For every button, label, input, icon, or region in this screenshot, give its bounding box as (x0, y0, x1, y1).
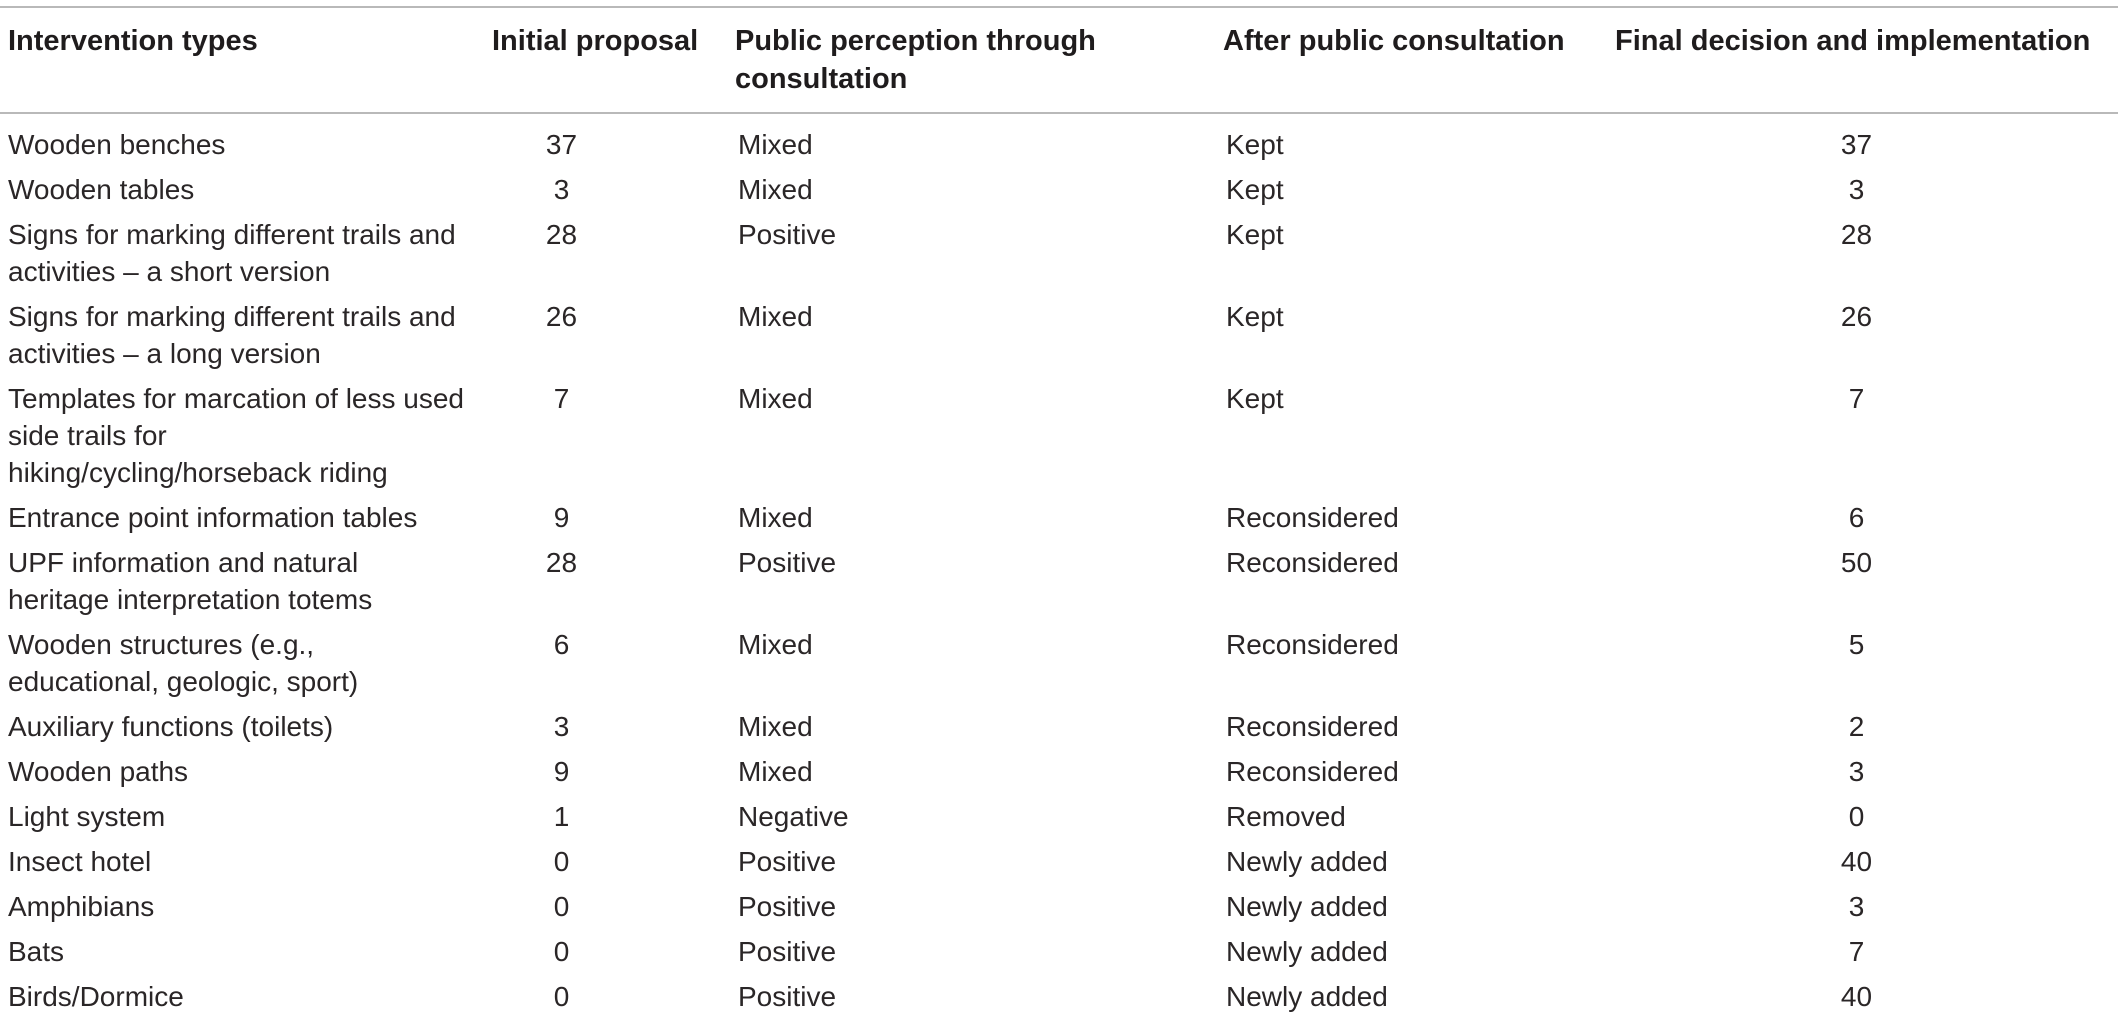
cell-after-consultation: Reconsidered (1226, 547, 1399, 578)
header-final-decision: Final decision and implementation (1615, 25, 2091, 57)
cell-public-perception: Mixed (738, 383, 813, 414)
cell-final-decision: 7 (1848, 936, 1865, 967)
cell-public-perception: Positive (738, 936, 837, 967)
cell-intervention-type: Light system (8, 801, 166, 832)
table-row (0, 753, 2118, 798)
cell-initial-proposal: 0 (553, 936, 570, 967)
cell-after-consultation: Kept (1226, 174, 1284, 205)
cell-final-decision: 37 (1840, 129, 1873, 160)
header-after-consultation: After public consultation (1223, 25, 1565, 57)
cell-after-consultation: Reconsidered (1226, 502, 1399, 533)
cell-initial-proposal: 0 (553, 846, 570, 877)
cell-final-decision: 5 (1848, 629, 1865, 660)
cell-after-consultation: Kept (1226, 129, 1284, 160)
cell-public-perception: Positive (738, 981, 837, 1012)
cell-initial-proposal: 9 (553, 756, 570, 787)
table-row (0, 499, 2118, 544)
cell-after-consultation: Reconsidered (1226, 756, 1399, 787)
header-row (0, 7, 2118, 113)
cell-final-decision: 3 (1848, 756, 1865, 787)
cell-intervention-type: Insect hotel (8, 846, 152, 877)
cell-final-decision: 3 (1848, 174, 1865, 205)
table-header (0, 7, 2118, 113)
table-body (0, 113, 2118, 1023)
table-row (0, 113, 2118, 171)
cell-public-perception: Mixed (738, 129, 813, 160)
cell-final-decision: 7 (1848, 383, 1865, 414)
cell-after-consultation: Newly added (1226, 846, 1388, 877)
cell-public-perception: Positive (738, 219, 837, 250)
cell-intervention-type: Amphibians (8, 891, 155, 922)
cell-public-perception: Mixed (738, 502, 813, 533)
header-initial-proposal: Initial proposal (492, 25, 699, 57)
table-row (0, 216, 2118, 298)
cell-final-decision: 0 (1848, 801, 1865, 832)
table-row (0, 798, 2118, 843)
table-row (0, 171, 2118, 216)
cell-initial-proposal: 3 (553, 711, 570, 742)
table-row (0, 843, 2118, 888)
cell-initial-proposal: 0 (553, 981, 570, 1012)
table-row (0, 544, 2118, 626)
cell-final-decision: 6 (1848, 502, 1865, 533)
cell-initial-proposal: 28 (545, 219, 578, 250)
cell-intervention-type: Entrance point information tables (8, 502, 418, 533)
table-row (0, 708, 2118, 753)
cell-public-perception: Negative (738, 801, 849, 832)
cell-initial-proposal: 37 (545, 129, 578, 160)
cell-intervention-type: Signs for marking different trails and activities – a long version (8, 301, 456, 369)
cell-intervention-type: Templates for marcation of less used side trails for hiking/cycling/horseback riding (8, 383, 464, 488)
cell-public-perception: Mixed (738, 301, 813, 332)
cell-after-consultation: Kept (1226, 219, 1284, 250)
cell-initial-proposal: 0 (553, 891, 570, 922)
cell-after-consultation: Newly added (1226, 981, 1388, 1012)
header-public-perception: Public perception through consultation (735, 25, 1096, 95)
cell-after-consultation: Reconsidered (1226, 711, 1399, 742)
intervention-table (0, 6, 2118, 1023)
cell-final-decision: 50 (1840, 547, 1873, 578)
table-row (0, 888, 2118, 933)
cell-final-decision: 40 (1840, 846, 1873, 877)
cell-public-perception: Mixed (738, 174, 813, 205)
cell-after-consultation: Removed (1226, 801, 1346, 832)
cell-after-consultation: Reconsidered (1226, 629, 1399, 660)
cell-intervention-type: UPF information and natural heritage interpretation totems (8, 547, 373, 615)
cell-final-decision: 3 (1848, 891, 1865, 922)
cell-initial-proposal: 9 (553, 502, 570, 533)
cell-after-consultation: Kept (1226, 301, 1284, 332)
table-row (0, 626, 2118, 708)
cell-initial-proposal: 1 (553, 801, 570, 832)
cell-initial-proposal: 7 (553, 383, 570, 414)
cell-public-perception: Mixed (738, 629, 813, 660)
table-row (0, 380, 2118, 499)
cell-intervention-type: Signs for marking different trails and activities – a short version (8, 219, 456, 287)
cell-intervention-type: Wooden structures (e.g., educational, geologic, sport) (8, 629, 359, 697)
header-intervention-types: Intervention types (8, 25, 258, 57)
cell-final-decision: 2 (1848, 711, 1865, 742)
table-row (0, 298, 2118, 380)
cell-public-perception: Mixed (738, 711, 813, 742)
cell-intervention-type: Bats (8, 936, 65, 967)
cell-intervention-type: Birds/Dormice (8, 981, 184, 1012)
cell-intervention-type: Wooden paths (8, 756, 189, 787)
cell-initial-proposal: 6 (553, 629, 570, 660)
cell-intervention-type: Wooden tables (8, 174, 195, 205)
cell-public-perception: Positive (738, 846, 837, 877)
cell-intervention-type: Wooden benches (8, 129, 226, 160)
cell-initial-proposal: 3 (553, 174, 570, 205)
cell-public-perception: Mixed (738, 756, 813, 787)
cell-after-consultation: Newly added (1226, 936, 1388, 967)
cell-final-decision: 40 (1840, 981, 1873, 1012)
cell-final-decision: 26 (1840, 301, 1873, 332)
cell-public-perception: Positive (738, 891, 837, 922)
cell-initial-proposal: 28 (545, 547, 578, 578)
cell-after-consultation: Newly added (1226, 891, 1388, 922)
cell-initial-proposal: 26 (545, 301, 578, 332)
table-row (0, 978, 2118, 1023)
intervention-table-container (0, 6, 2118, 1023)
cell-final-decision: 28 (1840, 219, 1873, 250)
cell-public-perception: Positive (738, 547, 837, 578)
table-row (0, 933, 2118, 978)
cell-after-consultation: Kept (1226, 383, 1284, 414)
cell-intervention-type: Auxiliary functions (toilets) (8, 711, 334, 742)
